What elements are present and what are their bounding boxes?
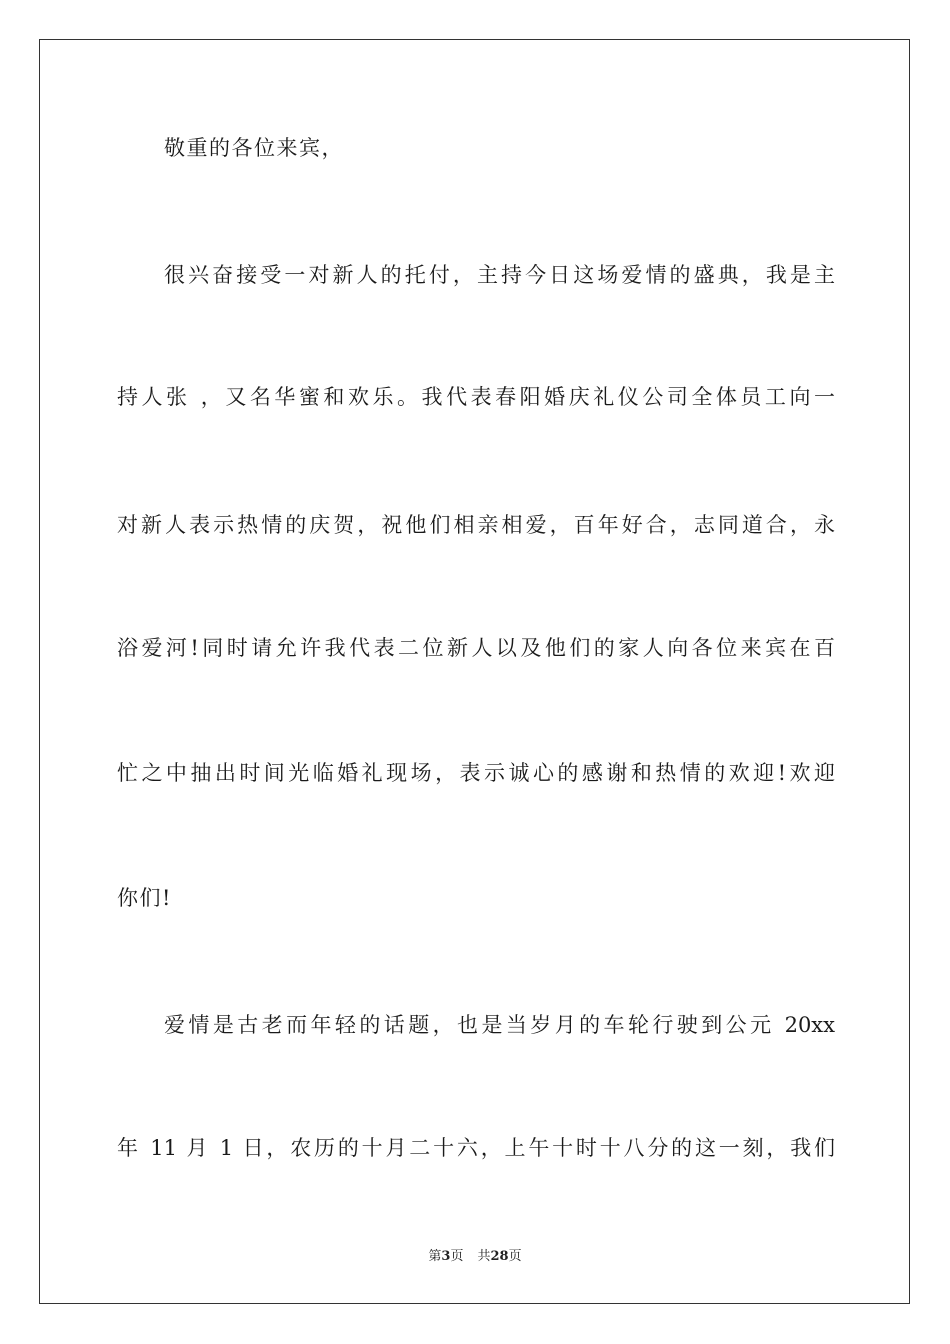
body-line-7: 爱情是古老而年轻的话题，也是当岁月的车轮行驶到公元 20xx bbox=[164, 1013, 835, 1037]
total-suffix: 页 bbox=[508, 1249, 522, 1264]
page-footer bbox=[0, 1248, 950, 1266]
body-line-4: 浴爱河!同时请允许我代表二位新人以及他们的家人向各位来宾在百 bbox=[117, 636, 835, 660]
current-page-number: 3 bbox=[441, 1249, 451, 1264]
body-line-6: 你们! bbox=[117, 886, 172, 910]
salutation-line: 敬重的各位来宾， bbox=[164, 136, 344, 160]
body-line-2: 持人张 ，又名华蜜和欢乐。我代表春阳婚庆礼仪公司全体员工向一 bbox=[117, 385, 835, 409]
body-line-3: 对新人表示热情的庆贺，祝他们相亲相爱，百年好合，志同道合，永 bbox=[117, 513, 835, 537]
total-prefix: 共 bbox=[477, 1249, 491, 1264]
body-line-1: 很兴奋接受一对新人的托付，主持今日这场爱情的盛典，我是主 bbox=[164, 263, 835, 287]
total-page-count: 28 bbox=[490, 1249, 509, 1264]
page-suffix: 页 bbox=[450, 1249, 464, 1264]
body-line-5: 忙之中抽出时间光临婚礼现场，表示诚心的感谢和热情的欢迎!欢迎 bbox=[117, 761, 835, 785]
page-prefix: 第 bbox=[428, 1249, 442, 1264]
page-border bbox=[39, 39, 910, 1304]
body-line-8: 年 11 月 1 日，农历的十月二十六，上午十时十八分的这一刻，我们 bbox=[117, 1136, 835, 1160]
